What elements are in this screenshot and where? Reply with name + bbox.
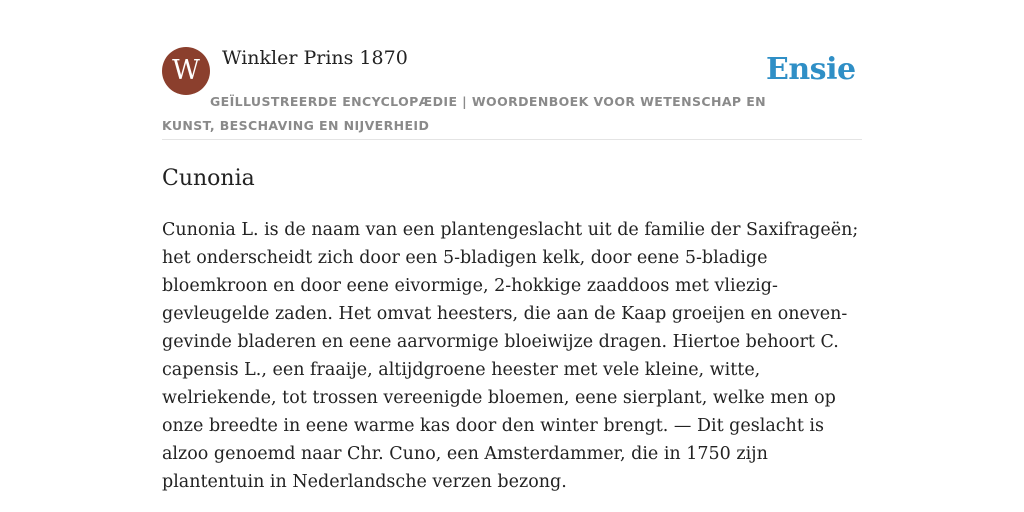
source-avatar[interactable]: W bbox=[162, 47, 210, 95]
ensie-logo[interactable]: Ensie bbox=[766, 52, 856, 87]
entry-body: Cunonia L. is de naam van een plantengeslacht uit de familie der Saxifrageën; het onderscheidt zich door een 5-bladigen kelk, door eene 5-bladige bloemkroon en door eene eivormige, 2-hokkige zaaddoos met vliezig-gevleugelde zaden. Het omvat heesters, die aan de Kaap groeijen en oneven-gevinde bladeren en eene aarvormige bloeiwijze dragen. Hiertoe behoort C. capensis L., een fraaije, altijdgroene heester met vele kleine, witte, welriekende, tot trossen vereenigde bloemen, eene sierplant, welke men op onze breedte in eene warme kas door den winter brengt. — Dit geslacht is alzoo genoemd naar Chr. Cuno, een Amsterdammer, die in 1750 zijn plantentuin in Nederlandsche verzen bezong. bbox=[162, 220, 859, 492]
source-subtitle: GEÏLLUSTREERDE ENCYCLOPÆDIE | WOORDENBOEK VOOR WETENSCHAP EN KUNST, BESCHAVING EN NIJVERHEID bbox=[162, 94, 767, 133]
header-divider bbox=[162, 139, 862, 140]
entry-title: Cunonia bbox=[162, 166, 255, 191]
source-title[interactable]: Winkler Prins 1870 bbox=[222, 47, 408, 69]
